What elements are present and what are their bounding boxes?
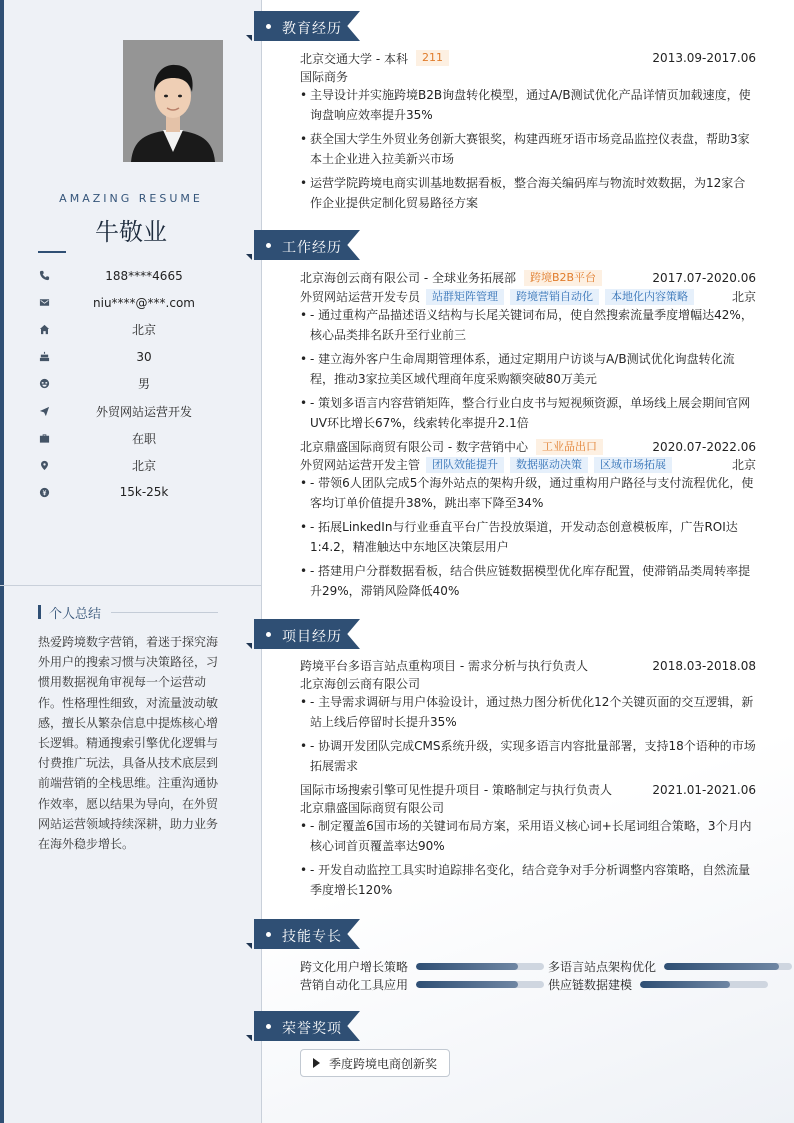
- list-item: • 获全国大学生外贸业务创新大赛银奖，构建西班牙语市场竞品监控仪表盘，帮助3家本土企业进入拉美新兴市场: [300, 132, 750, 166]
- project-1-company-row: [300, 799, 756, 816]
- list-item: • - 策划多语言内容营销矩阵，整合行业白皮书与短视频资源，单场线上展会期间官网UV环比增长67%，线索转化率提升2.1倍: [300, 396, 751, 430]
- section-title-work: 工作经历: [282, 240, 342, 256]
- skill-bar-fill: [664, 963, 779, 970]
- main-content: [262, 0, 794, 1123]
- contact-info-list: [38, 262, 238, 506]
- salary-value: 15k-25k: [119, 485, 169, 500]
- play-icon: [313, 1058, 320, 1068]
- list-item: • - 带领6人团队完成5个海外站点的架构升级，通过重构用户路径与支付流程优化，使客均订单价值提升38%，跳出率下降至34%: [300, 476, 754, 510]
- skill-item: [300, 957, 544, 975]
- list-item: • - 通过重构产品描述语义结构与长尾关键词布局，使自然搜索流量季度增幅达42%，核心品类排名跃升至行业前三: [300, 308, 753, 342]
- work-company: 北京海创云商有限公司 - 全球业务拓展部: [300, 271, 516, 285]
- tagline: AMAZING RESUME: [59, 192, 203, 205]
- work-period: 2017.07-2020.06: [652, 270, 756, 285]
- work-company: 北京鼎盛国际商贸有限公司 - 数字营销中心: [300, 440, 528, 454]
- skill-tag: 团队效能提升: [426, 457, 504, 473]
- section-header-skills: [252, 919, 370, 949]
- skill-name: 多语言站点架构优化: [548, 959, 657, 974]
- info-row-salary: [38, 479, 238, 506]
- candidate-name: 牛敬业: [95, 218, 167, 246]
- section-title-awards: 荣誉奖项: [282, 1021, 342, 1037]
- list-item: • 运营学院跨境电商实训基地数据看板，整合海关编码库与物流时效数据，为12家合作企业提供定制化贸易路径方案: [300, 176, 746, 210]
- work-0-bullets: [300, 305, 756, 437]
- project-0-bullets: [300, 692, 756, 780]
- work-period: 2020.07-2022.06: [652, 439, 756, 454]
- mail-icon: [38, 297, 50, 309]
- project-title: 国际市场搜索引擎可见性提升项目 - 策略制定与执行负责人: [300, 783, 612, 797]
- skill-tag: 本地化内容策略: [605, 289, 694, 305]
- skill-name: 供应链数据建模: [548, 977, 633, 992]
- skill-item: [548, 957, 792, 975]
- project-1-header: [300, 781, 756, 798]
- phone-icon: [38, 270, 50, 282]
- award-badge: [300, 1049, 450, 1077]
- section-header-work: [252, 230, 370, 260]
- location-pin-icon: [38, 459, 50, 471]
- work-0-role-row: [300, 288, 756, 305]
- info-row-age: [38, 343, 238, 370]
- section-title-skills: 技能专长: [282, 929, 342, 945]
- section-header-awards: [252, 1011, 370, 1041]
- job-status-value: 在职: [131, 431, 156, 446]
- work-1-header: [300, 438, 756, 455]
- skill-name: 跨文化用户增长策略: [300, 959, 409, 974]
- info-row-location: [38, 452, 238, 479]
- list-item: • - 主导需求调研与用户体验设计，通过热力图分析优化12个关键页面的交互逻辑，新站上线后停留时长提升35%: [300, 695, 754, 729]
- project-1-bullets: [300, 816, 756, 904]
- work-1-bullets: [300, 473, 756, 605]
- section-header-education: [252, 11, 370, 41]
- project-title: 跨境平台多语言站点重构项目 - 需求分析与执行负责人: [300, 659, 588, 673]
- work-city: 北京: [731, 458, 756, 472]
- section-title-education: 教育经历: [282, 21, 342, 37]
- skill-item: [548, 975, 768, 993]
- award-name: 季度跨境电商创新奖: [329, 1056, 438, 1071]
- briefcase-icon: [38, 432, 50, 444]
- skill-bar: [416, 981, 544, 988]
- work-1-role-row: [300, 456, 756, 473]
- sidebar-accent-stripe: [0, 0, 4, 1123]
- skill-bar-fill: [416, 963, 518, 970]
- project-0-company-row: [300, 675, 756, 692]
- summary-title: 个人总结: [49, 606, 102, 622]
- summary-text: 热爱跨境数字营销，着迷于探究海外用户的搜索习惯与决策路径，习惯用数据视角审视每一个运营动作。性格理性细致，对流量波动敏感，擅长从繁杂信息中提炼核心增长逻辑。精通搜索引擎优化逻辑与付费推广玩法，具备从技术底层到前端营销的全栈思维。注重沟通协作效率，愿以结果为导向，在外贸网站运营领域持续深耕，助力业务在海外稳步增长。: [38, 635, 219, 852]
- skill-tag: 站群矩阵管理: [426, 289, 504, 305]
- work-tag: 跨境B2B平台: [524, 270, 602, 286]
- project-period: 2018.03-2018.08: [652, 658, 756, 673]
- list-item: • - 建立海外客户生命周期管理体系，通过定期用户访谈与A/B测试优化询盘转化流程，推动3家拉美区域代理商年度采购额突破80万美元: [300, 352, 735, 386]
- info-row-target-job: [38, 397, 238, 424]
- skill-bar: [416, 963, 544, 970]
- salary-icon: [38, 486, 50, 498]
- work-role: 外贸网站运营开发主管: [300, 458, 421, 472]
- info-row-status: [38, 425, 238, 452]
- skill-bar-fill: [416, 981, 518, 988]
- gender-value: 男: [137, 377, 150, 392]
- section-header-project: [252, 619, 370, 649]
- work-city: 北京: [731, 290, 756, 304]
- education-bullets: [300, 85, 756, 217]
- phone-value: 188****4665: [105, 268, 183, 283]
- project-period: 2021.01-2021.06: [652, 782, 756, 797]
- face-icon: [38, 378, 50, 390]
- school-name: 北京交通大学 - 本科: [300, 51, 408, 66]
- target-job-value: 外贸网站运营开发: [95, 404, 192, 419]
- hometown-value: 北京: [131, 323, 156, 338]
- work-tag: 工业品出口: [536, 439, 603, 455]
- info-row-gender: [38, 370, 238, 397]
- list-item: • - 搭建用户分群数据看板，结合供应链数据模型优化库存配置，使滞销品类周转率提升29%，滞销风险降低40%: [300, 564, 751, 598]
- summary-heading-bar: [38, 605, 41, 619]
- summary-heading-line: [111, 612, 218, 613]
- list-item: • - 协调开发团队完成CMS系统升级，实现多语言内容批量部署，支持18个语种的市场拓展需求: [300, 739, 756, 773]
- sidebar-divider: [0, 585, 262, 586]
- list-item: • - 开发自动监控工具实时追踪排名变化，结合竞争对手分析调整内容策略，自然流量季度增长120%: [300, 863, 751, 897]
- cake-icon: [38, 351, 50, 363]
- info-row-phone: [38, 262, 238, 289]
- list-item: • 主导设计并实施跨境B2B询盘转化模型，通过A/B测试优化产品详情页加载速度，使询盘响应效率提升35%: [300, 88, 751, 122]
- summary-heading: [38, 604, 218, 620]
- home-icon: [38, 324, 50, 336]
- work-0-header: [300, 269, 756, 286]
- list-item: • - 拓展LinkedIn与行业垂直平台广告投放渠道，开发动态创意模板库，广告ROI达1:4.2，精准触达中东地区决策层用户: [300, 520, 738, 554]
- section-title-project: 项目经历: [282, 629, 342, 645]
- project-0-header: [300, 657, 756, 674]
- send-icon: [38, 405, 50, 417]
- skill-bar-fill: [640, 981, 730, 988]
- project-company: 北京鼎盛国际商贸有限公司: [300, 801, 445, 815]
- project-company: 北京海创云商有限公司: [300, 677, 421, 691]
- profile-photo: [123, 40, 223, 162]
- list-item: • - 制定覆盖6国市场的关键词布局方案，采用语义核心词+长尾词组合策略，3个月内核心词首页覆盖率达90%: [300, 819, 752, 853]
- skill-name: 营销自动化工具应用: [300, 977, 409, 992]
- education-period: 2013.09-2017.06: [652, 51, 756, 65]
- work-role: 外贸网站运营开发专员: [300, 290, 421, 304]
- name-underline: [38, 251, 66, 253]
- info-row-home: [38, 316, 238, 343]
- major: 国际商务: [300, 69, 349, 84]
- info-row-email: [38, 289, 238, 316]
- education-major-row: [300, 68, 756, 84]
- skill-bar: [640, 981, 768, 988]
- sidebar: [0, 0, 262, 1123]
- age-value: 30: [136, 349, 152, 364]
- skill-tag: 区域市场拓展: [594, 457, 672, 473]
- skill-bar: [664, 963, 792, 970]
- school-tag: 211: [416, 50, 449, 66]
- email-value: niu****@***.com: [93, 295, 195, 310]
- work-city-value: 北京: [131, 458, 156, 473]
- education-header: [300, 50, 756, 66]
- skill-tag: 数据驱动决策: [510, 457, 588, 473]
- skill-tag: 跨境营销自动化: [510, 289, 599, 305]
- skill-item: [300, 975, 544, 993]
